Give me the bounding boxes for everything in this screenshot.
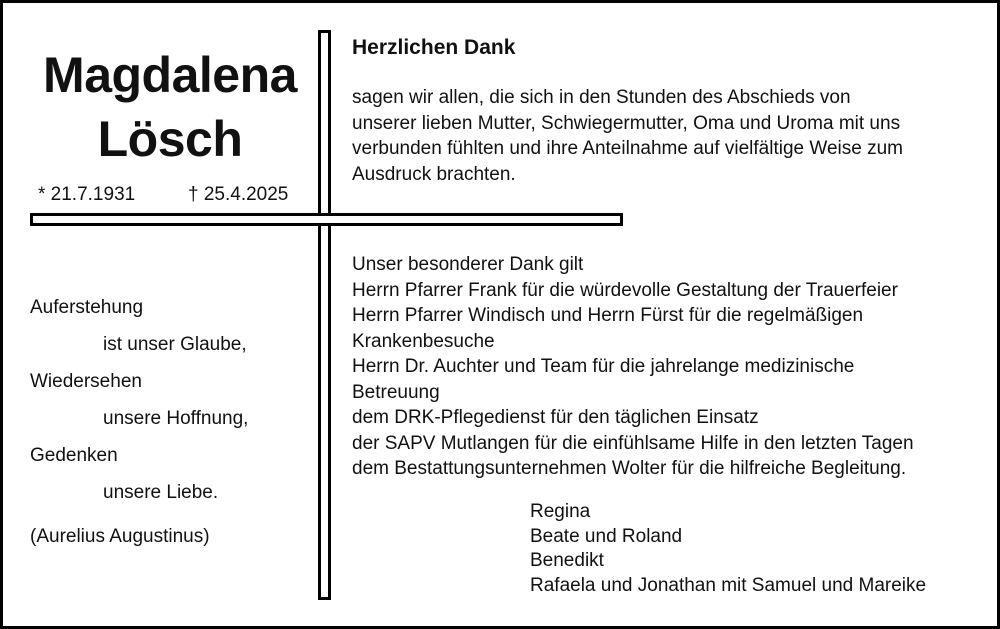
poem-attribution: (Aurelius Augustinus) <box>30 526 210 547</box>
special-thanks <box>352 252 914 482</box>
special-line: dem DRK-Pflegedienst für den täglichen Einsatz <box>352 407 759 428</box>
special-line: Herrn Pfarrer Frank für die würdevolle Gestaltung der Trauerfeier <box>352 279 898 301</box>
poem-line: Auferstehung <box>30 297 144 318</box>
birth-date: * 21.7.1931 <box>38 184 136 205</box>
signers <box>530 500 926 598</box>
poem-line: ist unser Glaube, <box>103 334 247 355</box>
poem-line: unsere Liebe. <box>103 482 219 503</box>
intro-line: Ausdruck brachten. <box>352 163 516 185</box>
deceased-first-name: Magdalena <box>43 47 297 103</box>
poem-line: Wiedersehen <box>30 371 142 392</box>
special-line: Herrn Dr. Auchter und Team für die jahrelange medizinische <box>352 356 855 377</box>
cross-junction <box>321 216 328 223</box>
deceased-last-name: Lösch <box>97 111 243 167</box>
thanks-heading: Herzlichen Dank <box>352 36 516 59</box>
signer: Rafaela und Jonathan mit Samuel und Mareike <box>530 574 927 596</box>
poem-line: Gedenken <box>30 445 118 466</box>
cross-vertical-beam <box>318 30 331 600</box>
poem-line: unsere Hoffnung, <box>103 408 249 429</box>
special-line: Unser besonderer Dank gilt <box>352 254 584 275</box>
special-line: der SAPV Mutlangen für die einfühlsame Hilfe in den letzten Tagen <box>352 432 914 454</box>
special-line: dem Bestattungsunternehmen Wolter für die hilfreiche Begleitung. <box>352 458 907 479</box>
special-line: Krankenbesuche <box>352 330 495 352</box>
special-line: Herrn Pfarrer Windisch und Herrn Fürst für die regelmäßigen <box>352 305 864 326</box>
thanks-intro <box>352 85 903 187</box>
death-date: † 25.4.2025 <box>188 184 289 205</box>
intro-line: unserer lieben Mutter, Schwiegermutter, Oma und Uroma mit uns <box>352 112 901 134</box>
intro-line: sagen wir allen, die sich in den Stunden des Abschieds von <box>352 87 851 108</box>
special-line: Betreuung <box>352 381 440 403</box>
signer: Benedikt <box>530 550 604 571</box>
signer: Beate und Roland <box>530 525 683 547</box>
signer: Regina <box>530 501 591 522</box>
intro-line: verbunden fühlten und ihre Anteilnahme auf vielfältige Weise zum <box>352 138 903 159</box>
